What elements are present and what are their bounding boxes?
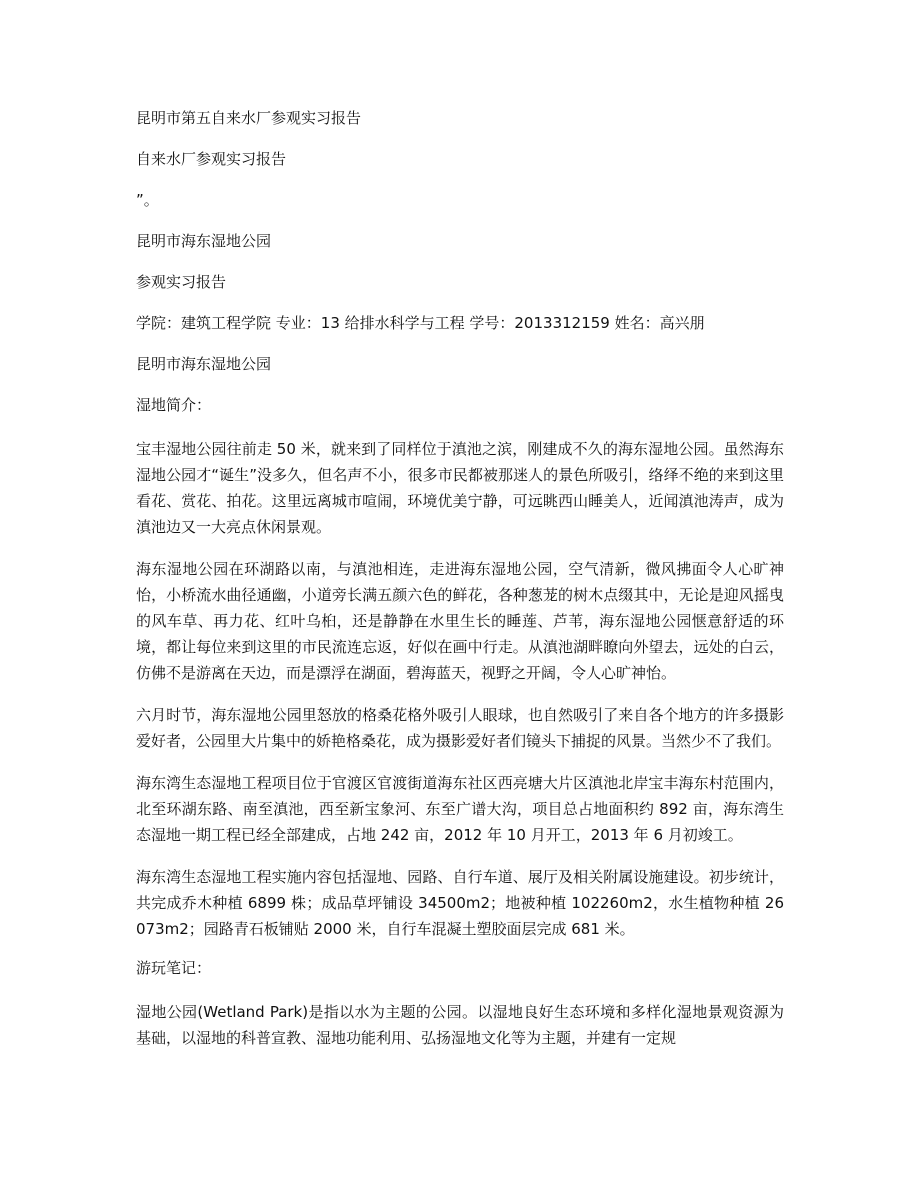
paragraph-project-location: 海东湾生态湿地工程项目位于官渡区官渡街道海东社区西亮塘大片区滇池北岸宝丰海东村范围内，北至环湖东路、南至滇池，西至新宝象河、东至广谱大沟，项目总占地面积约 892 亩，海东湾生态湿地一期工程已经全部建成，占地 242 亩，2012 年 10 月开工，2013 年 6 月初竣工。: [136, 774, 784, 844]
paragraph-wetland-definition: 湿地公园(Wetland Park)是指以水为主题的公园。以湿地良好生态环境和多样化湿地景观资源为基础，以湿地的科普宣教、湿地功能利用、弘扬湿地文化等为主题，并建有一定规: [136, 1003, 784, 1047]
park-name-repeat: 昆明市海东湿地公园: [136, 355, 272, 373]
paragraph-intro: 宝丰湿地公园往前走 50 米，就来到了同样位于滇池之滨，刚建成不久的海东湿地公园。虽然海东湿地公园才“诞生”没多久，但名声不小，很多市民都被那迷人的景色所吸引，络绎不绝的来到这里看花、赏花、拍花。这里远离城市喧闹，环境优美宁静，可远眺西山睡美人，近闻滇池涛声，成为滇池边又一大亮点休闲景观。: [136, 440, 784, 536]
text-fragment: ”。: [136, 191, 159, 209]
paragraph-project-content: 海东湾生态湿地工程实施内容包括湿地、园路、自行车道、展厅及相关附属设施建设。初步统计，共完成乔木种植 6899 株；成品草坪铺设 34500m2；地被种植 102260m2，水生植物种植 26073m2；园路青石板铺贴 2000 米，自行车混凝土塑胶面层完成 681 米。: [136, 868, 784, 938]
park-name-heading: 昆明市海东湿地公园: [136, 232, 272, 250]
document-title: 昆明市第五自来水厂参观实习报告: [136, 109, 362, 127]
report-label: 参观实习报告: [136, 273, 227, 291]
document-page: [136, 108, 784, 1051]
intro-heading: 湿地简介：: [136, 396, 212, 414]
notes-heading: 游玩笔记：: [136, 959, 212, 977]
paragraph-scenery: 海东湿地公园在环湖路以南，与滇池相连，走进海东湿地公园，空气清新，微风拂面令人心旷神怡，小桥流水曲径通幽，小道旁长满五颜六色的鲜花，各种葱茏的树木点缀其中，无论是迎风摇曳的风车草、再力花、红叶乌桕，还是静静在水里生长的睡莲、芦苇，海东湿地公园惬意舒适的环境，都让每位来到这里的市民流连忘返，好似在画中行走。从滇池湖畔瞭向外望去，远处的白云，仿佛不是游离在天边，而是漂浮在湖面，碧海蓝天，视野之开阔，令人心旷神怡。: [136, 560, 784, 682]
paragraph-flowers: 六月时节，海东湿地公园里怒放的格桑花格外吸引人眼球，也自然吸引了来自各个地方的许多摄影爱好者，公园里大片集中的娇艳格桑花，成为摄影爱好者们镜头下捕捉的风景。当然少不了我们。: [136, 706, 784, 750]
document-subtitle: 自来水厂参观实习报告: [136, 150, 287, 168]
student-info: 学院：建筑工程学院 专业：13 给排水科学与工程 学号：2013312159 姓名：高兴朋: [136, 314, 705, 332]
